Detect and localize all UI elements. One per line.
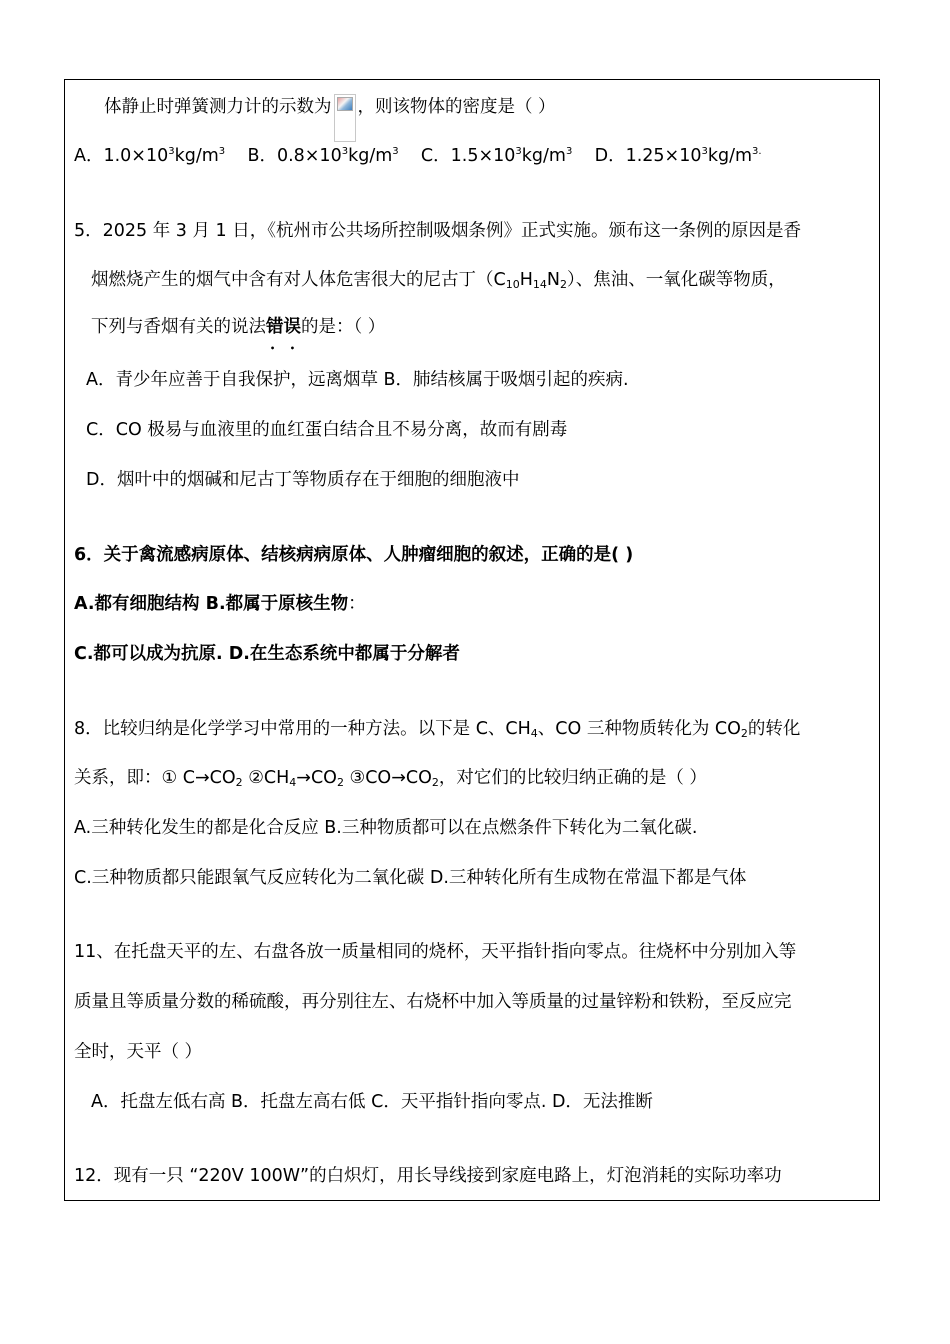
q5-line2: 烟燃烧产生的烟气中含有对人体危害很大的尼古丁$(C_{10}H_{14}N_2)$、焦油、一氧化碳等物质， [91,270,786,291]
q4-options [74,144,762,168]
missing-image-icon [334,94,356,142]
q4-option-a: A．$1.0\times 10^3kg/m^3$ [74,146,226,166]
q6-options-cd: C.都可以成为抗原. D.在生态系统中都属于分解者 [74,644,460,664]
q5-line3: 下列与香烟有关的说法错误 • •的是：（ ） [91,315,385,339]
q5-options-ab: A．青少年应善于自我保护，远离烟草 B．肺结核属于吸烟引起的疾病. [86,370,629,390]
q11-line3: 全时，天平（ ） [74,1042,203,1062]
question-frame [64,79,880,1201]
q4-option-d: D．$1.25\times 10^3kg/m^{3.}$ [594,146,762,166]
q5-option-d: D．烟叶中的烟碱和尼古丁等物质存在于细胞的细胞液中 [86,470,520,490]
q5-line1: 5．2025 年 3 月 1 日，《杭州市公共场所控制吸烟条例》正式实施。颁布这一条例的原因是香 [74,221,801,241]
q11-options: A．托盘左低右高 B．托盘左高右低 C．天平指针指向零点. D．无法推断 [91,1092,653,1112]
q11-line1: 11、在托盘天平的左、右盘各放一质量相同的烧杯，天平指针指向零点。往烧杯中分别加入等 [74,942,797,962]
q8-line1: 8．比较归纳是化学学习中常用的一种方法。以下是 C、$CH_4$、CO 三种物质转化为 $CO_2$的转化 [74,719,801,740]
q11-line2: 质量且等质量分数的稀硫酸，再分别往左、右烧杯中加入等质量的过量锌粉和铁粉，至反应完 [74,992,792,1012]
emphasis-word: 错误 • • [266,317,301,337]
q6-stem: 6．关于禽流感病原体、结核病病原体、人肿瘤细胞的叙述，正确的是( ) [74,545,634,565]
q12-line1: 12．现有一只 “220V 100W”的白炽灯，用长导线接到家庭电路上，灯泡消耗的实际功率功 [74,1166,782,1186]
q8-options-cd: C.三种物质都只能跟氧气反应转化为二氧化碳 D.三种转化所有生成物在常温下都是气体 [74,868,747,888]
q8-line2: 关系，即：① $C\to CO_2$ $②CH_4\to CO_2$ $③CO\to CO_2$，对它们的比较归纳正确的是（ ） [74,768,707,789]
q5-option-c: C．CO 极易与血液里的血红蛋白结合且不易分离，故而有剧毒 [86,420,568,440]
q8-options-ab: A.三种转化发生的都是化合反应 B.三种物质都可以在点燃条件下转化为二氧化碳. [74,818,698,838]
q4-stem: 体静止时弹簧测力计的示数为 ，则该物体的密度是（ ） [104,94,556,142]
q6-options-ab: A.都有细胞结构 B.都属于原核生物： [74,594,366,614]
q4-option-b: B．$0.8\times 10^3kg/m^3$ [247,146,399,166]
q4-option-c: C．$1.5\times 10^3kg/m^3$ [420,146,573,166]
